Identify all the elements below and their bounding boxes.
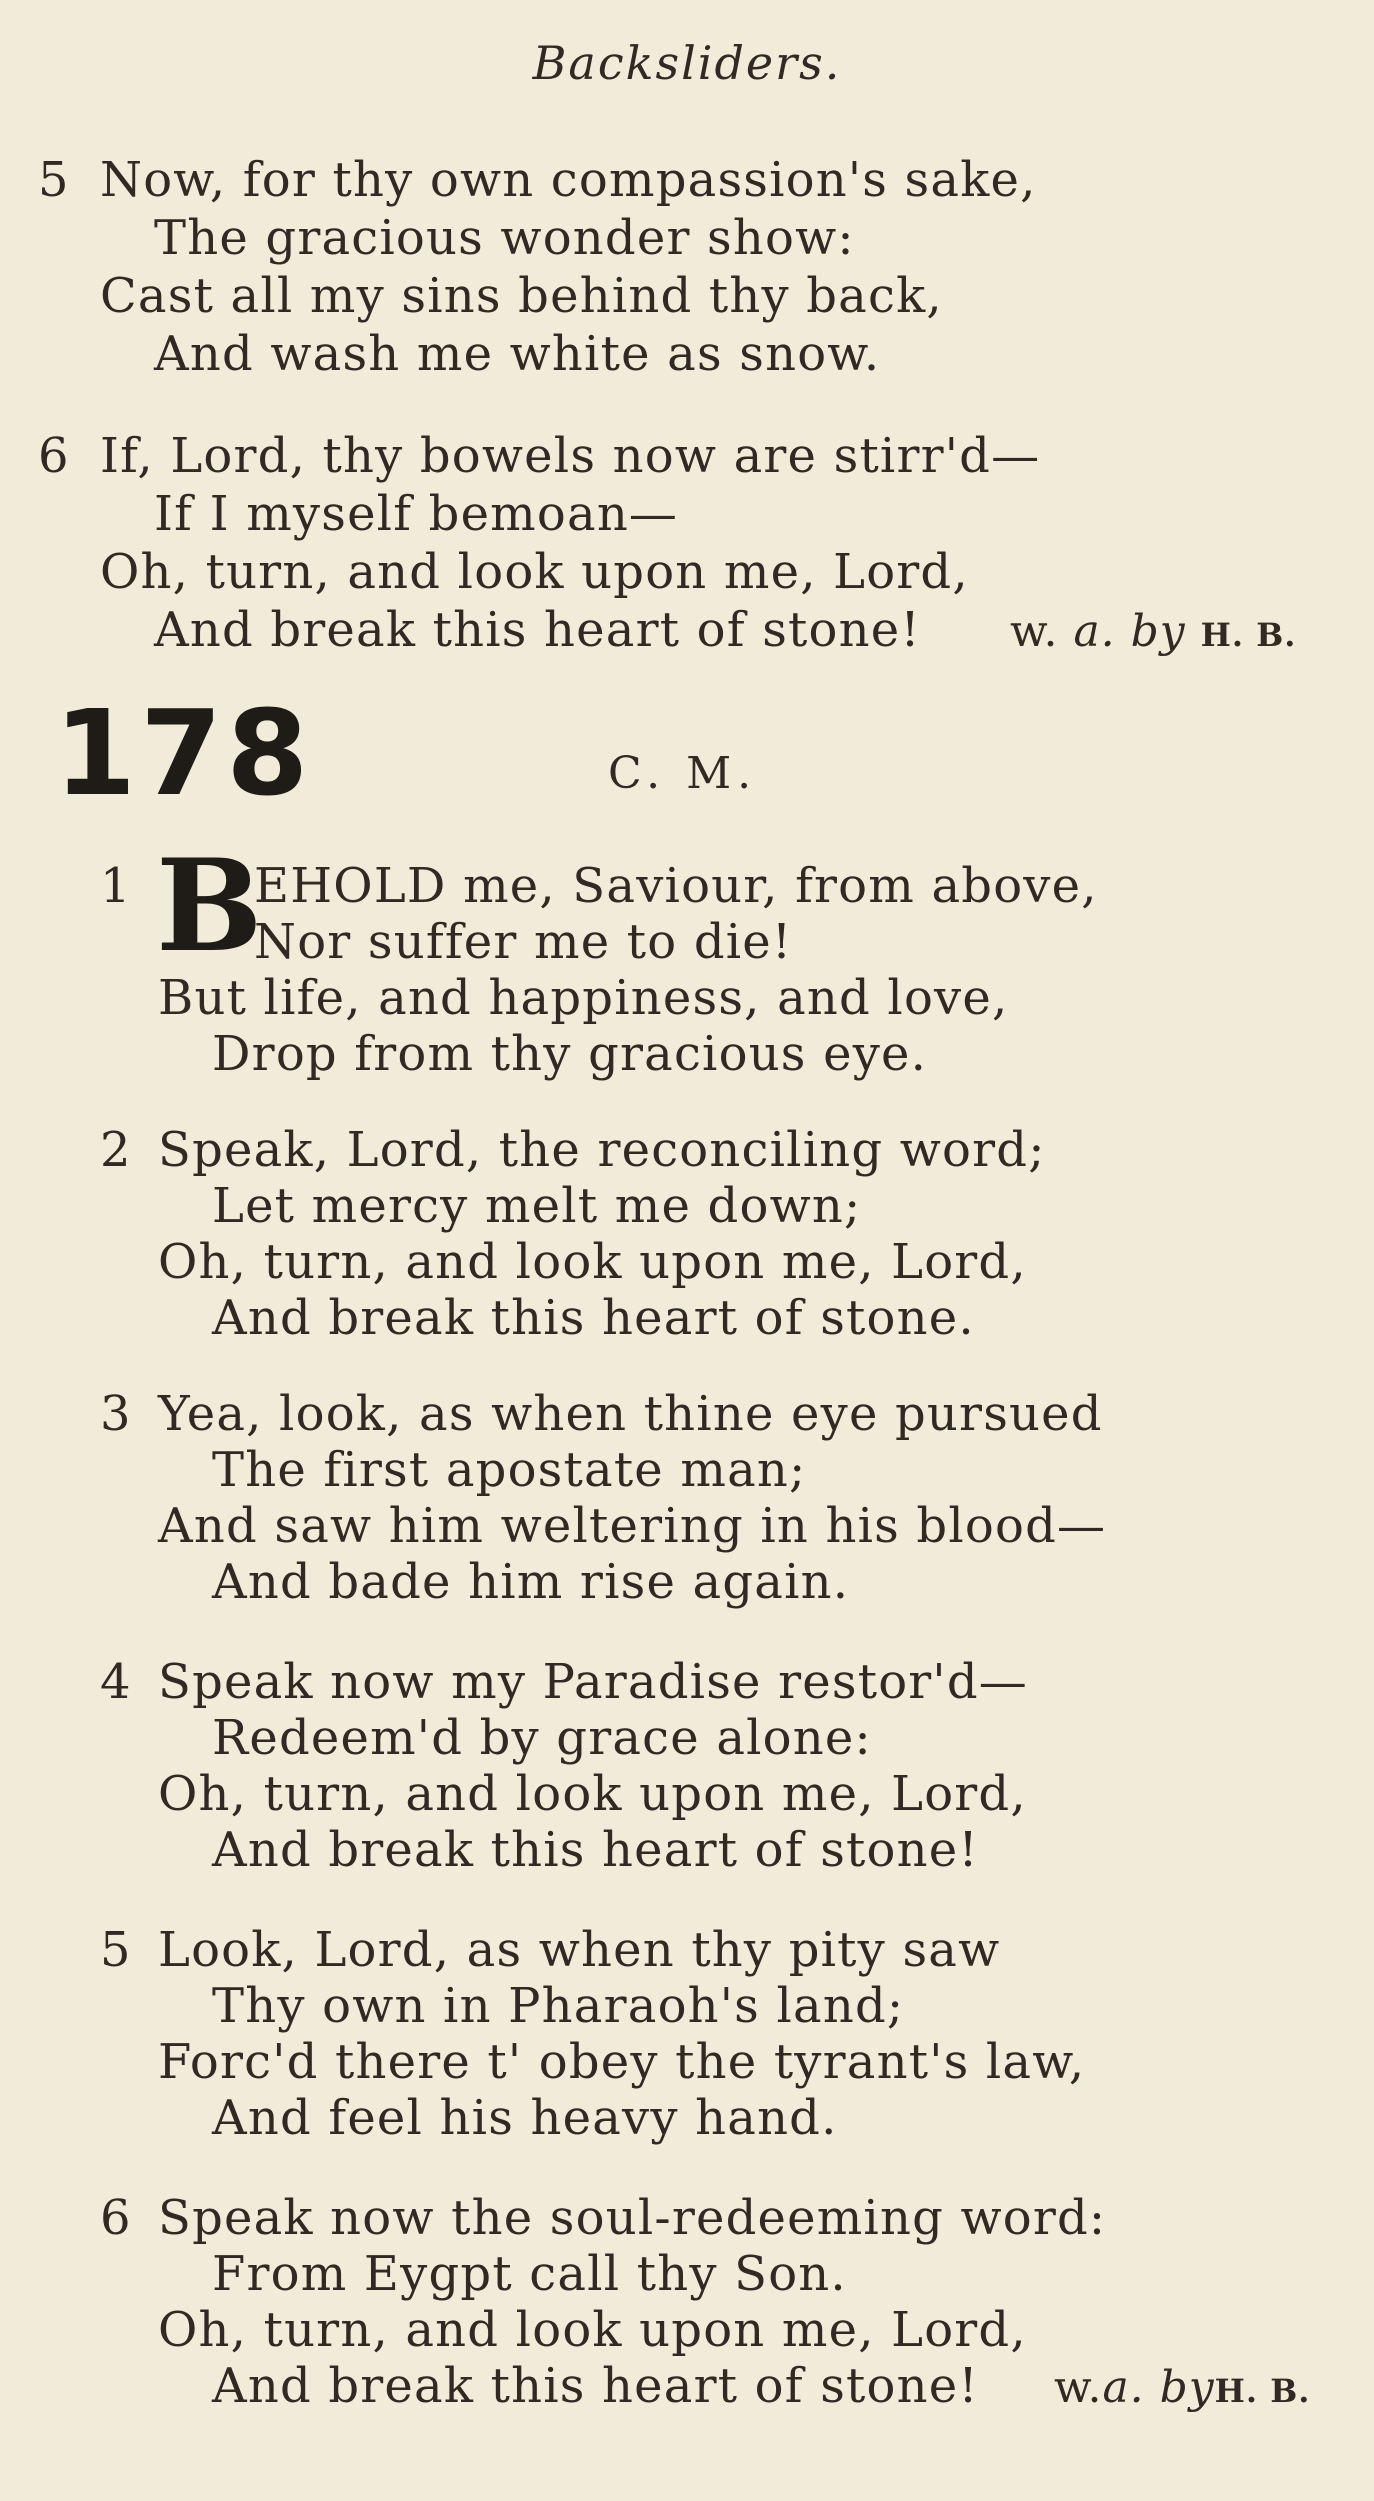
verse-number: 4 [100,1654,131,1710]
verse-line: Oh, turn, and look upon me, Lord, [158,2302,1027,2358]
running-header: Backsliders. [532,36,842,90]
verse-line: And saw him weltering in his blood— [158,1498,1107,1554]
verse-line: If I myself bemoan— [154,486,679,542]
verse-line: And wash me white as snow. [154,326,881,382]
verse-line: Forc'd there t' obey the tyrant's law, [158,2034,1086,2090]
verse-number: 5 [38,152,69,208]
verse-line: Speak, Lord, the reconciling word; [158,1122,1046,1178]
verse-line: The gracious wonder show: [154,210,855,266]
verse-number: 6 [38,428,69,484]
verse-line: Speak now the soul-redeeming word: [158,2190,1107,2246]
verse-line: Redeem'd by grace alone: [212,1710,872,1766]
verse-line: And break this heart of stone! [212,2358,979,2414]
verse-line: Thy own in Pharaoh's land; [212,1978,905,2034]
verse-line: But life, and happiness, and love, [158,970,1009,1026]
verse-line: If, Lord, thy bowels now are stirr'd— [100,428,1041,484]
verse-line: EHOLD me, Saviour, from above, [254,858,1098,914]
verse-number: 2 [100,1122,131,1178]
verse-line: And feel his heavy hand. [212,2090,838,2146]
verse-line: Oh, turn, and look upon me, Lord, [158,1234,1027,1290]
verse-line: Look, Lord, as when thy pity saw [158,1922,1001,1978]
verse-line: Oh, turn, and look upon me, Lord, [158,1766,1027,1822]
verse-line: Now, for thy own compassion's sake, [100,152,1037,208]
verse-line: The first apostate man; [212,1442,807,1498]
verse-line: Nor suffer me to die! [254,914,793,970]
verse-number: 3 [100,1386,131,1442]
attribution: w.a. byH. B. [1054,2362,1311,2413]
hymn-meter: C. M. [608,748,758,799]
verse-line: Let mercy melt me down; [212,1178,862,1234]
drop-cap: B [156,832,263,980]
verse-number: 1 [100,858,131,914]
verse-line: Cast all my sins behind thy back, [100,268,943,324]
verse-line: Oh, turn, and look upon me, Lord, [100,544,969,600]
verse-line: Drop from thy gracious eye. [212,1026,928,1082]
hymn-number: 178 [54,684,313,822]
verse-line: And break this heart of stone! [212,1822,979,1878]
verse-number: 5 [100,1922,131,1978]
verse-line: Yea, look, as when thine eye pursued [158,1386,1103,1442]
verse-line: And break this heart of stone! [154,602,921,658]
attribution: w. a. by H. B. [1010,606,1297,657]
verse-line: Speak now my Paradise restor'd— [158,1654,1028,1710]
verse-line: And bade him rise again. [212,1554,850,1610]
verse-number: 6 [100,2190,131,2246]
verse-line: From Eygpt call thy Son. [212,2246,847,2302]
verse-line: And break this heart of stone. [212,1290,975,1346]
